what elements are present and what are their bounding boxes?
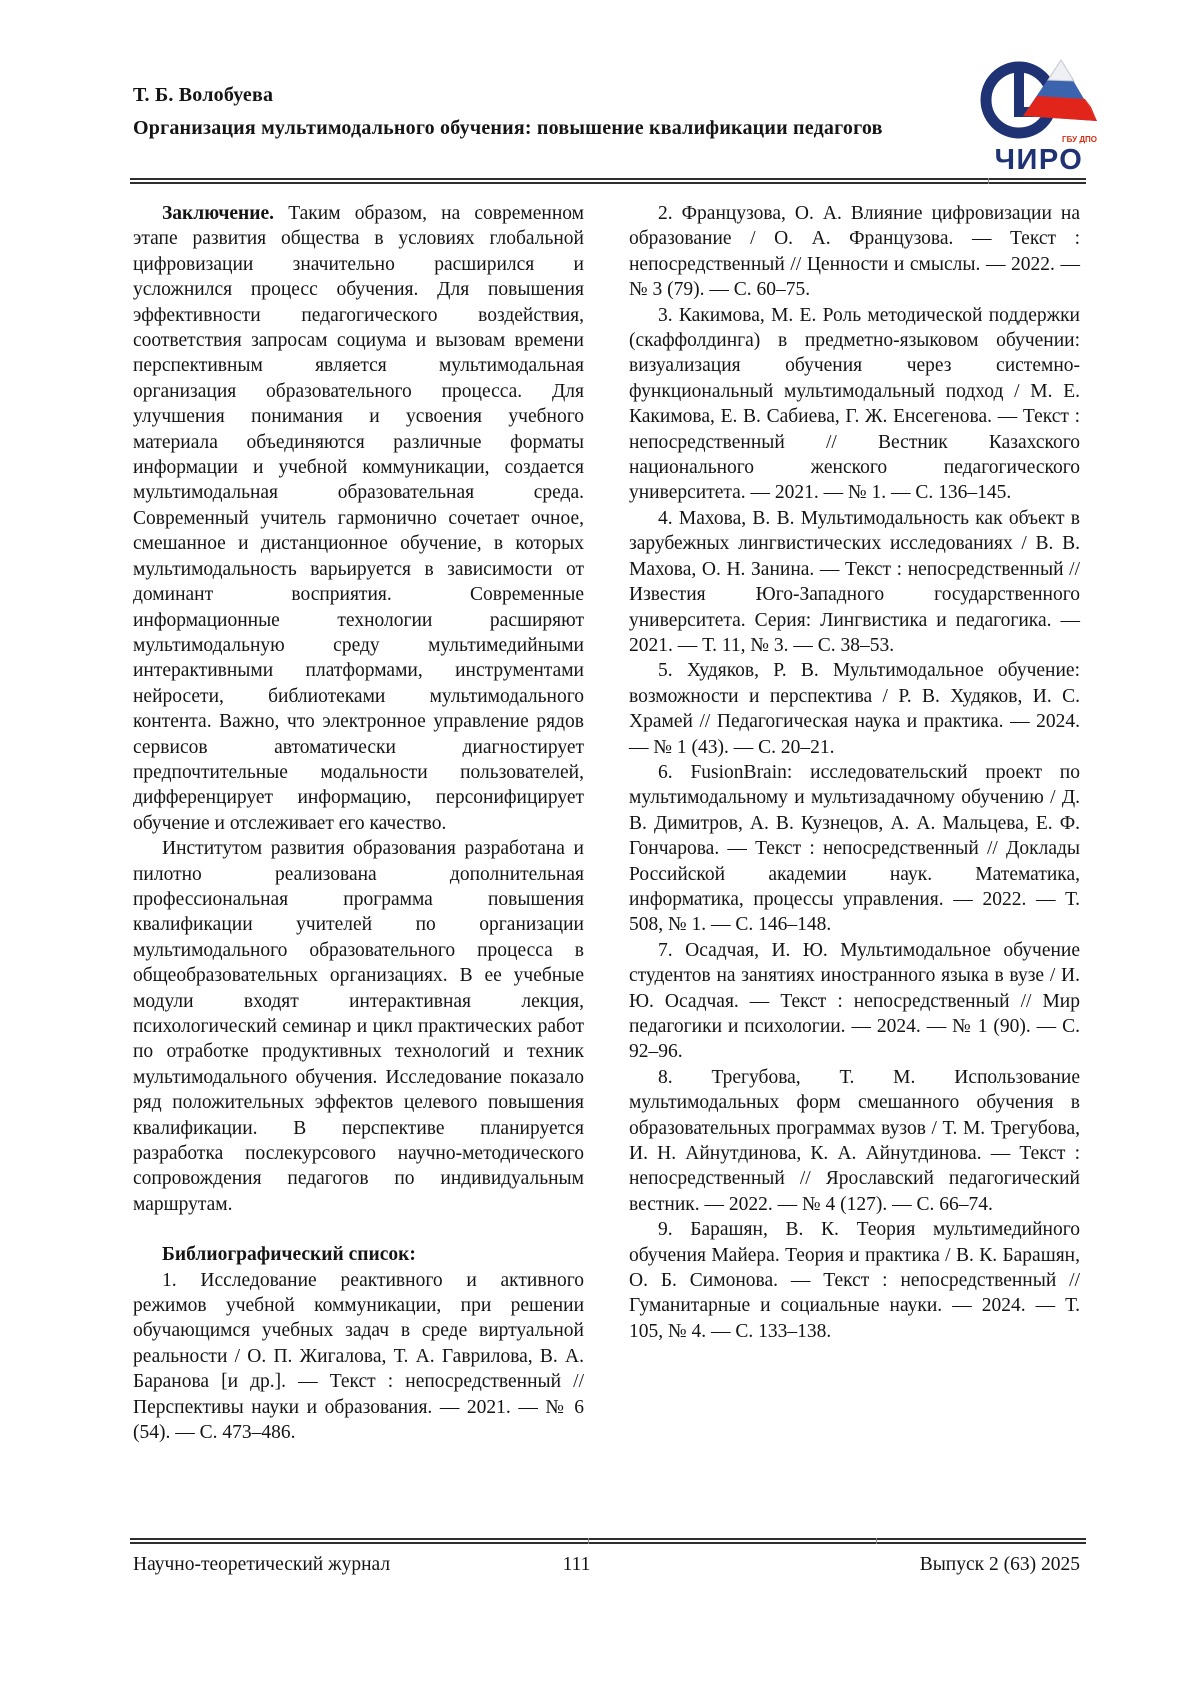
article-title: Организация мультимодального обучения: повышение квалификации педагогов [133,117,883,139]
conclusion-body-text: Таким образом, на современном этапе развития общества в условиях глобальной цифровизации значительно расширился и усложнился процесс обучения. Для повышения эффективности педагогического воздействия, соответствия запросам социума и вызовам времени перспективным является мультимодальная организация образовательного процесса. Для улучшения понимания и усвоения учебного материала объединяются различные форматы информации и учебной коммуникации, создается мультимодальная образовательная среда. Современный учитель гармонично сочетает очное, смешанное и дистанционное обучение, в которых мультимодальность варьируется в зависимости от доминант восприятия. Современные информационные технологии расширяют мультимодальную среду мультимедийными интерактивными платформами, инструментами нейросети, библиотеками мультимодального контента. Важно, что электронное управление рядов сервисов автоматически диагностирует предпочтительные модальности пользователей, дифференцирует информацию, персонифицирует обучение и отслеживает его качество. [133,203,584,834]
conclusion-paragraph [133,201,584,836]
reference-item: 8. Трегубова, Т. М. Использование мультимодальных форм смешанного обучения в образовательных программах вузов / Т. М. Трегубова, И. Н. Айнутдинова, К. А. Айнутдинова. — Текст : непосредственный // Ярославский педагогический вестник. — 2022. — № 4 (127). — С. 66–74. [629,1066,1080,1215]
footer-journal-type: Научно-теоретический журнал [133,1554,391,1575]
reference-item: 5. Худяков, Р. В. Мультимодальное обучение: возможности и перспектива / Р. В. Худяков, И. С. Храмей // Педагогическая наука и практика. — 2024. — № 1 (43). — С. 20–21. [629,660,1080,758]
reference-item: 4. Махова, В. В. Мультимодальность как объект в зарубежных лингвистических исследованиях / В. В. Махова, О. Н. Занина. — Текст : непосредственный // Известия Юго-Западного государственного университета. Серия: Лингвистика и педагогика. — 2021. — Т. 11, № 3. — С. 38–53. [629,507,1080,656]
reference-item: 7. Осадчая, И. Ю. Мультимодальное обучение студентов на занятиях иностранного языка в вузе / И. Ю. Осадчая. — Текст : непосредственный // Мир педагогики и психологии. — 2024. — № 1 (90). — С. 92–96. [629,939,1080,1063]
header-divider [130,178,1086,184]
chiro-logo-icon [973,54,1105,146]
reference-item: 9. Барашян, В. К. Теория мультимедийного обучения Майера. Теория и практика / В. К. Барашян, О. Б. Симонова. — Текст : непосредственный // Гуманитарные и социальные науки. — 2024. — Т. 105, № 4. — С. 133–138. [629,1219,1080,1342]
right-column [629,201,1080,1446]
divider-tick [988,178,989,184]
bibliography-heading: Библиографический список: [162,1244,416,1266]
reference-item: 1. Исследование реактивного и активного режимов учебной коммуникации, при решении обучающимся учебных задач в среде виртуальной реальности / О. П. Жигалова, Т. А. Гаврилова, В. А. Баранова [и др.]. — Текст : непосредственный // Перспективы науки и образования. — 2021. — № 6 (54). — С. 473–486. [133,1269,584,1444]
logo-org-type-label: ГБУ ДПО [1062,135,1097,144]
publisher-logo [973,54,1105,175]
left-column [133,201,584,1446]
page-footer [133,1554,1080,1576]
article-author: Т. Б. Волобуева [133,84,274,106]
logo-org-name-label: ЧИРО [994,144,1084,176]
two-column-text [133,201,1080,1446]
reference-item: 6. FusionBrain: исследовательский проект по мультимодальному и мультизадачному обучению / Д. В. Димитров, А. В. Кузнецов, А. А. Мальцева, Е. Ф. Гончарова. — Текст : непосредственный // Доклады Российской академии наук. Математика, информатика, процессы управления. — 2022. — Т. 508, № 1. — С. 146–148. [629,761,1080,936]
page-number: 111 [562,1554,591,1575]
reference-item: 2. Французова, О. А. Влияние цифровизации на образование / О. А. Французова. — Текст : непосредственный // Ценности и смыслы. — 2022. — № 3 (79). — С. 60–75. [629,203,1080,301]
reference-item: 3. Какимова, М. Е. Роль методической поддержки (скаффолдинга) в предметно-языковом обучении: визуализация обучения через системно-функциональный мультимодальный подход / М. Е. Какимова, Е. В. Сабиева, Г. Ж. Енсегенова. — Текст : непосредственный // Вестник Казахского национального женского педагогического университета. — 2021. — № 1. — С. 136–145. [629,304,1080,504]
divider-tick [588,1538,589,1544]
divider-tick [876,1538,877,1544]
footer-divider [130,1538,1086,1544]
conclusion-lead-word: Заключение. [162,203,275,224]
footer-issue-label: Выпуск 2 (63) 2025 [919,1554,1080,1575]
institute-paragraph: Институтом развития образования разработана и пилотно реализована дополнительная профессиональная программа повышения квалификации учителей по организации мультимодального образовательного процесса в общеобразовательных организациях. В ее учебные модули входят интерактивная лекция, психологический семинар и цикл практических работ по отработке продуктивных технологий и техник мультимодального обучения. Исследование показало ряд положительных эффектов целевого повышения квалификации. В перспективе планируется разработка послекурсового научно-методического сопровождения педагогов по индивидуальным маршрутам. [133,838,584,1215]
